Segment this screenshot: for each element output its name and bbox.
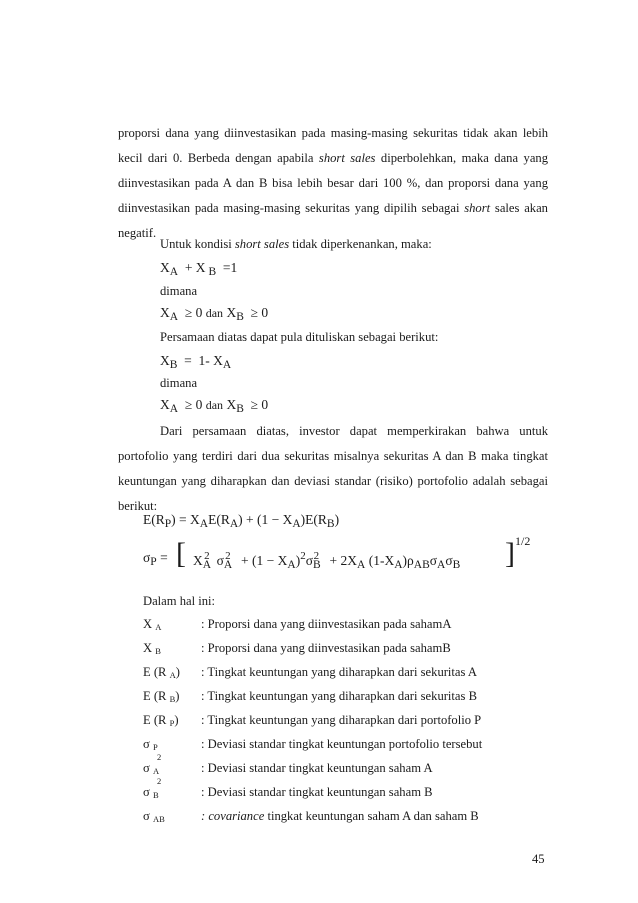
symbol-base: X — [143, 617, 153, 631]
description-text: : Deviasi standar tingkat keuntungan saham A — [201, 761, 433, 775]
page-number: 45 — [532, 852, 545, 866]
symbol-suffix: ) — [175, 665, 180, 679]
definition-symbol — [143, 617, 161, 632]
dimana-label: dimana — [160, 376, 198, 390]
symbol-subscript: B — [155, 646, 161, 656]
symbol-subscript: P — [152, 742, 158, 752]
symbol-subscript: A — [152, 766, 160, 776]
description-text: : Tingkat keuntungan yang diharapkan dari sekuritas B — [201, 689, 477, 703]
paragraph-line — [118, 146, 548, 171]
description-text: tingkat keuntungan saham A dan saham B — [264, 809, 479, 823]
symbol-base: σ — [143, 785, 150, 799]
paragraph-line: portofolio yang terdiri dari dua sekuritas misalnya sekuritas A dan B maka tingkat — [118, 449, 548, 463]
symbol-subscript: B — [152, 790, 159, 800]
definition-symbol — [143, 752, 162, 776]
description-text: : Deviasi standar tingkat keuntungan saham B — [201, 785, 433, 799]
symbol-subscript: P — [169, 718, 175, 728]
text-run: sales akan — [490, 201, 548, 215]
equation-nonneg-condition: $X_A \ge 0$ dan $X_B \ge 0$ — [160, 397, 269, 415]
equation-xb: $X_B = 1-$ $X_A$ — [160, 353, 232, 371]
definition-description — [201, 713, 481, 728]
text-run: diinvestasikan pada masing-masing sekuritas yang dipilih sebagai — [118, 201, 465, 215]
italic-term: : covariance — [201, 809, 265, 823]
text-run: kecil dari 0. Berbeda dengan apabila — [118, 151, 319, 165]
bracket-right: ] — [505, 537, 515, 570]
formula-expected-return: $E(R_P) = X_AE(R_A) + (1 - X_A)E(R_B)$ — [143, 512, 340, 530]
definition-description — [201, 785, 433, 800]
symbol-base: E (R — [143, 665, 167, 679]
symbol-suffix: ) — [174, 713, 179, 727]
symbol-superscript: 2 — [156, 776, 162, 786]
definition-description — [201, 641, 451, 656]
paragraph-portfolio — [118, 419, 548, 519]
definition-description — [201, 617, 451, 632]
description-text: : Proporsi dana yang diinvestasikan pada sahamB — [201, 641, 451, 655]
paragraph-line: keuntungan yang diharapkan dan deviasi standar (risiko) portofolio adalah sebagai — [118, 474, 548, 488]
symbol-base: σ — [143, 761, 150, 775]
definition-symbol — [143, 776, 162, 800]
italic-term: short sales — [318, 151, 376, 165]
italic-term: short sales — [234, 237, 290, 251]
definition-symbol — [143, 689, 179, 704]
paragraph-line: diinvestasikan pada A dan B bisa lebih besar dari 100 %, dan proporsi dana yang — [118, 176, 548, 190]
paragraph-line: negatif. — [118, 226, 157, 240]
definitions-heading: Dalam hal ini: — [143, 594, 216, 608]
equation-nonneg-condition: $X_A \ge 0$ dan $X_B \ge 0$ — [160, 305, 269, 323]
paragraph-line: proporsi dana yang diinvestasikan pada masing-masing sekuritas tidak akan lebih — [118, 126, 548, 140]
symbol-base: E (R — [143, 713, 167, 727]
bracket-left: [ — [176, 537, 186, 570]
paragraph-line — [118, 196, 548, 221]
definition-symbol — [143, 737, 158, 752]
definition-symbol — [143, 809, 165, 824]
definition-description — [201, 761, 433, 776]
definition-description — [201, 689, 477, 704]
definition-symbol — [143, 713, 179, 728]
symbol-subscript: A — [169, 670, 176, 680]
text-run: Untuk kondisi — [160, 237, 235, 251]
text-run: tidak diperkenankan, maka: — [289, 237, 432, 251]
symbol-subscript: B — [169, 694, 176, 704]
symbol-subscript: A — [155, 622, 162, 632]
paragraph-line: berikut: — [118, 499, 158, 513]
description-text: : Tingkat keuntungan yang diharapkan dari sekuritas A — [201, 665, 477, 679]
symbol-superscript: 2 — [156, 752, 162, 762]
paragraph-intro — [118, 121, 548, 246]
symbol-base: E (R — [143, 689, 167, 703]
symbol-suffix: ) — [175, 689, 180, 703]
definition-description — [201, 665, 477, 680]
description-text: : Tingkat keuntungan yang diharapkan dari portofolio P — [201, 713, 482, 727]
definition-symbol — [143, 641, 161, 656]
dimana-label: dimana — [160, 284, 198, 298]
short-sales-intro — [160, 237, 432, 252]
symbol-base: σ — [143, 809, 150, 823]
italic-term: short — [464, 201, 491, 215]
description-text: : Deviasi standar tingkat keuntungan portofolio tersebut — [201, 737, 483, 751]
text-run: diperbolehkan, maka dana yang — [375, 151, 549, 165]
paragraph-line: Dari persamaan diatas, investor dapat memperkirakan bahwa untuk — [160, 424, 548, 438]
definition-description — [201, 809, 479, 824]
symbol-base: σ — [143, 737, 150, 751]
symbol-subscript: AB — [152, 814, 165, 824]
description-text: : Proporsi dana yang diinvestasikan pada sahamA — [201, 617, 452, 631]
document-page: proporsi dana yang diinvestasikan pada masing-masing sekuritas tidak akan lebih kecil dari 0. Berbeda dengan apabila short sales diperbolehkan, maka dana yang diinvestasikan pada A dan B bisa lebih besar dari 100 %, dan proporsi dana yang diinvestasikan pada masing-masing sekuritas yang dipilih sebagai short sales akan negatif. Untuk kondisi short sales tidak diperkenankan, maka: $X_A + X$ $_B$ =1 dimana $X_A \ge 0$ dan $X_B \ge 0$ Persamaan diatas dapat pula dituliskan sebagai berikut: $X_B = 1-$ $X_A$ dimana $X_A \ge 0$ dan $X_B \ge 0$ Dari persamaan diatas, investor dapat memperkirakan bahwa untuk portofolio yang terdiri dari dua sekuritas misalnya sekuritas A dan B maka tingkat keuntungan yang diharapkan dan deviasi standar (risiko) portofolio adalah sebagai berikut: $E(R_P) = X_AE(R_A) + (1 - X_A)E(R_B)$ $\sigma_P$ = [ $X_A^2$ $\sigma_A^2 + (1 - X_A)^2\sigma_B^2 + 2X_A$ $(1-X_A)\rho_{AB}\sigma_A\sigma_B$ ] 1/2 Dalam hal ini: X $_A$ : Proporsi dana yang diinvestasikan pada sahamA X $_B$ : Proporsi dana yang diinvestasikan pada sahamB E (R $_A$) : Tingkat keuntungan yang diharapkan dari sekuritas A E (R $_B$) : Tingkat keuntungan yang diharapkan dari sekuritas B E (R $_P$) : Tingkat keuntungan yang diharapkan dari portofolio P σ $_P$ : Deviasi standar tingkat keuntungan portofolio tersebut σ $_A$ 2 : Deviasi standar tingkat keuntungan saham A σ $_B$ 2 : Deviasi standar tingkat keuntungan saham B σ $_{AB}$ : covariance tingkat keuntungan saham A dan saham B 45 — [0, 0, 638, 903]
definition-symbol — [143, 665, 180, 680]
definition-description — [201, 737, 482, 752]
equation-weights-sum: $X_A + X$ $_B$ =1 — [160, 260, 238, 278]
persamaan-sentence: Persamaan diatas dapat pula dituliskan sebagai berikut: — [160, 330, 439, 344]
symbol-base: X — [143, 641, 153, 655]
